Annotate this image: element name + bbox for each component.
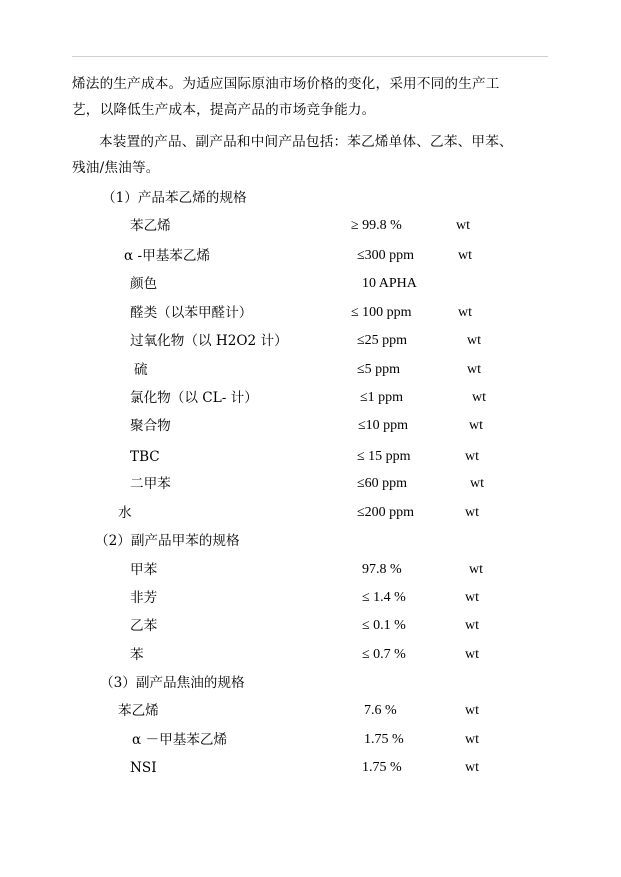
- spec-row: [0, 730, 621, 750]
- spec-unit: wt: [472, 390, 486, 405]
- spec-row: [0, 588, 621, 608]
- spec-value: 1.75 %: [362, 760, 402, 775]
- spec-row: [0, 701, 621, 721]
- spec-name: 苯乙烯: [118, 703, 159, 719]
- paragraph-intro: [72, 71, 548, 123]
- spec-name: α -甲基苯乙烯: [124, 248, 211, 264]
- spec-row: [0, 416, 621, 436]
- spec-row: [0, 216, 621, 236]
- spec-name: 苯: [130, 647, 144, 663]
- spec-value: ≤ 0.1 %: [362, 618, 406, 633]
- spec-unit: wt: [467, 333, 481, 348]
- spec-unit: wt: [456, 218, 470, 233]
- spec-value: ≤ 15 ppm: [357, 449, 411, 464]
- spec-row: [0, 303, 621, 323]
- spec-value: 10 APHA: [362, 276, 417, 291]
- spec-name: 乙苯: [130, 618, 158, 634]
- spec-unit: wt: [470, 476, 484, 491]
- spec-unit: wt: [465, 618, 479, 633]
- spec-value: ≤ 1.4 %: [362, 590, 406, 605]
- spec-unit: wt: [469, 418, 483, 433]
- spec-unit: wt: [465, 505, 479, 520]
- section-heading-styrene: （1）产品苯乙烯的规格: [102, 190, 247, 206]
- paragraph-line: 艺，以降低生产成本，提高产品的市场竞争能力。: [72, 102, 376, 118]
- spec-name: α －甲基苯乙烯: [132, 732, 228, 748]
- paragraph-line: 本装置的产品、副产品和中间产品包括：苯乙烯单体、乙苯、甲苯、: [99, 134, 513, 150]
- spec-row: [0, 274, 621, 294]
- spec-name: 颜色: [130, 276, 158, 292]
- spec-unit: wt: [465, 732, 479, 747]
- header-rule: [72, 56, 548, 57]
- paragraph-line: 烯法的生产成本。为适应国际原油市场价格的变化，采用不同的生产工: [72, 76, 500, 92]
- spec-unit: wt: [458, 248, 472, 263]
- spec-unit: wt: [458, 305, 472, 320]
- spec-name: 非芳: [130, 590, 158, 606]
- spec-name: 过氧化物（以 H2O2 计）: [130, 333, 288, 349]
- spec-name: 氯化物（以 CL- 计）: [130, 390, 258, 406]
- spec-value: 1.75 %: [364, 732, 404, 747]
- spec-name: NSI: [130, 760, 157, 776]
- spec-value: ≤200 ppm: [357, 505, 415, 520]
- spec-row: [0, 388, 621, 408]
- spec-unit: wt: [467, 362, 481, 377]
- spec-value: ≤300 ppm: [357, 248, 415, 263]
- spec-unit: wt: [465, 760, 479, 775]
- spec-name: 苯乙烯: [130, 218, 171, 234]
- spec-row: [0, 447, 621, 467]
- spec-value: ≤ 100 ppm: [351, 305, 412, 320]
- spec-row: [0, 331, 621, 351]
- spec-unit: wt: [465, 449, 479, 464]
- spec-value: ≤1 ppm: [360, 390, 404, 405]
- paragraph-products: [72, 129, 548, 181]
- spec-value: 7.6 %: [364, 703, 397, 718]
- spec-row: [0, 645, 621, 665]
- spec-name: 聚合物: [130, 418, 171, 434]
- spec-row: [0, 503, 621, 523]
- spec-row: [0, 560, 621, 580]
- spec-row: [0, 360, 621, 380]
- spec-unit: wt: [469, 562, 483, 577]
- spec-unit: wt: [465, 590, 479, 605]
- section-heading-toluene: （2）副产品甲苯的规格: [95, 533, 240, 549]
- spec-name: 硫: [134, 362, 148, 378]
- spec-name: 水: [118, 505, 132, 521]
- spec-row: [0, 616, 621, 636]
- spec-unit: wt: [465, 647, 479, 662]
- spec-value: ≤ 0.7 %: [362, 647, 406, 662]
- spec-value: ≤10 ppm: [358, 418, 409, 433]
- spec-value: ≤5 ppm: [357, 362, 401, 377]
- spec-name: TBC: [130, 449, 160, 465]
- spec-row: [0, 758, 621, 778]
- spec-name: 甲苯: [130, 562, 158, 578]
- spec-row: [0, 246, 621, 266]
- spec-value: 97.8 %: [362, 562, 402, 577]
- spec-value: ≤25 ppm: [357, 333, 408, 348]
- section-heading-tar: （3）副产品焦油的规格: [100, 675, 245, 691]
- spec-row: [0, 474, 621, 494]
- spec-name: 醛类（以苯甲醛计）: [130, 305, 253, 321]
- paragraph-line: 残油/焦油等。: [72, 160, 160, 176]
- spec-value: ≤60 ppm: [357, 476, 408, 491]
- spec-name: 二甲苯: [130, 476, 171, 492]
- spec-value: ≥ 99.8 %: [351, 218, 402, 233]
- spec-unit: wt: [465, 703, 479, 718]
